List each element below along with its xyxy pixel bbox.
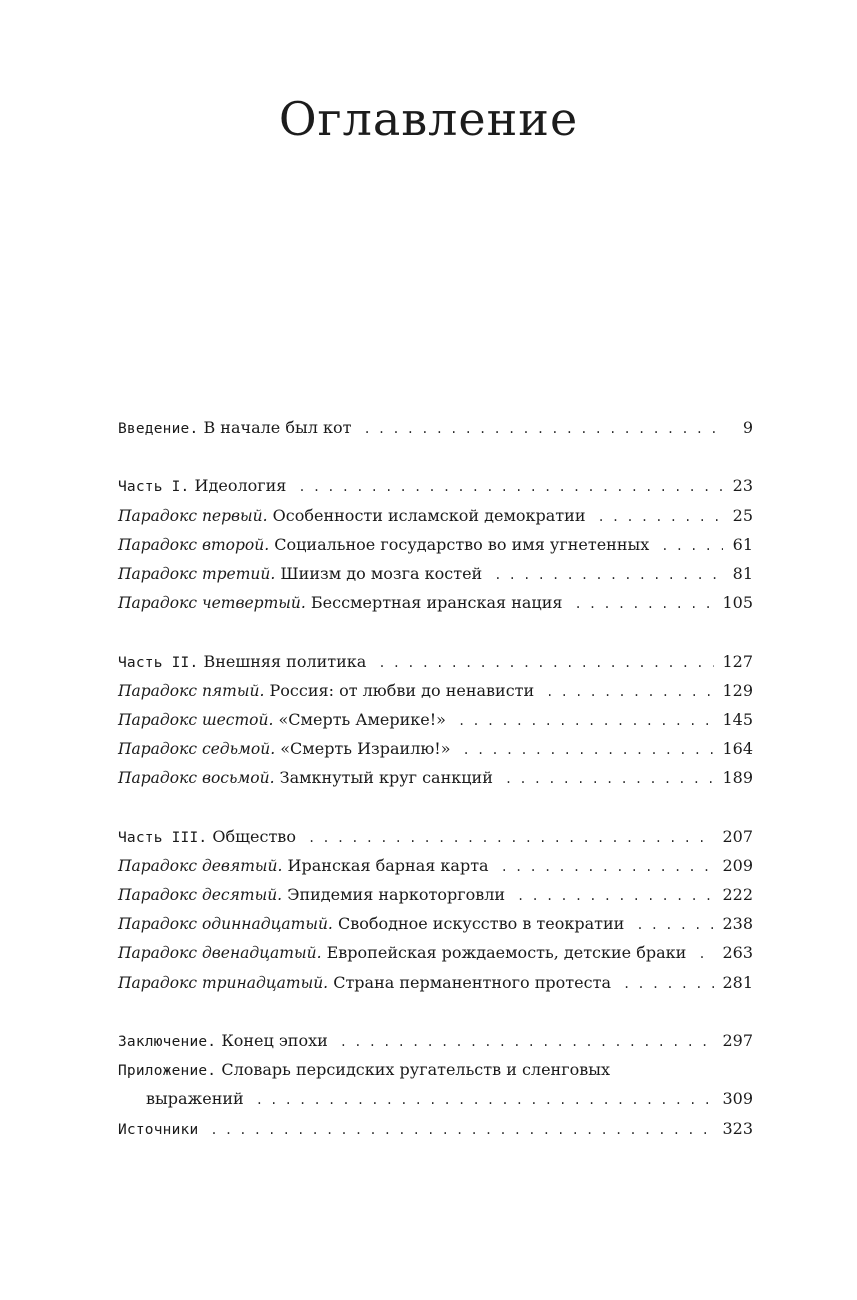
dot-leader xyxy=(494,561,723,590)
toc-entry-title: Замкнутый круг санкций xyxy=(274,768,493,788)
toc-entry-prefix: Введение. xyxy=(118,421,199,437)
toc-entry-prefix: Часть II. xyxy=(118,654,199,671)
toc-entry-paradox-6[interactable] xyxy=(118,705,753,734)
toc-entry-prefix: Источники xyxy=(118,1121,199,1138)
toc-entry-appendix-continuation[interactable] xyxy=(118,1084,753,1113)
toc-entry-label xyxy=(118,705,446,735)
toc-entry-title: В начале был кот xyxy=(198,418,352,437)
toc-entry-prefix: Парадокс шестой. xyxy=(118,710,274,729)
dot-leader xyxy=(698,940,714,969)
toc-entry-label xyxy=(118,968,611,998)
dot-leader xyxy=(340,1028,715,1057)
toc-entry-prefix: Парадокс третий. xyxy=(118,564,276,583)
toc-entry-title: Европейская рождаемость, детские браки xyxy=(321,943,687,963)
toc-entry-paradox-2[interactable] xyxy=(118,530,753,559)
toc-entry-title: Особенности исламской демократии xyxy=(267,505,586,525)
toc-page-number: 238 xyxy=(722,914,753,934)
toc-entry-prefix: Часть I. xyxy=(118,479,190,496)
toc-entry-paradox-3[interactable] xyxy=(118,559,753,588)
toc-entry-prefix: Парадокс одиннадцатый. xyxy=(118,915,333,934)
toc-page-number: 263 xyxy=(722,943,753,963)
dot-leader xyxy=(298,473,723,502)
dot-leader xyxy=(546,678,714,707)
toc-entry-title: Социальное государство во имя угнетенных xyxy=(269,534,650,554)
toc-entry-label xyxy=(118,1026,328,1057)
toc-entry-prefix: Приложение. xyxy=(118,1063,217,1080)
toc-entry-sources[interactable] xyxy=(118,1114,753,1143)
toc-entry-paradox-10[interactable] xyxy=(118,880,753,909)
dot-leader xyxy=(463,736,715,765)
toc-page-number: 222 xyxy=(722,885,753,904)
toc-page-number: 309 xyxy=(722,1089,753,1109)
toc-page-number: 129 xyxy=(722,680,753,700)
toc-entry-prefix: Парадокс десятый. xyxy=(118,886,283,904)
toc-entry-label xyxy=(118,413,351,444)
toc-entry-title: Внешняя политика xyxy=(198,651,367,671)
dot-leader xyxy=(308,824,715,853)
toc-entry-label xyxy=(118,880,505,910)
dot-leader xyxy=(256,1086,715,1115)
toc-entry-prefix: Заключение. xyxy=(118,1033,217,1050)
dot-leader xyxy=(597,503,723,532)
toc-entry-title: Шиизм до мозга костей xyxy=(275,563,483,583)
toc-entry-paradox-7[interactable] xyxy=(118,734,753,763)
toc-entry-prefix: Парадокс первый. xyxy=(118,506,268,525)
toc-entry-paradox-13[interactable] xyxy=(118,968,753,997)
toc-entry-label xyxy=(118,530,649,560)
toc-page-number: 9 xyxy=(742,418,753,437)
dot-leader xyxy=(378,649,714,678)
toc-entry-title: Идеология xyxy=(189,476,287,496)
toc-page-number: 23 xyxy=(732,476,753,496)
toc-page-number: 207 xyxy=(722,826,753,846)
toc-entry-label xyxy=(118,647,366,678)
toc-entry-paradox-12[interactable] xyxy=(118,938,753,967)
dot-leader xyxy=(458,707,714,736)
toc-entry-label xyxy=(118,734,451,764)
toc-entry-paradox-5[interactable] xyxy=(118,676,753,705)
toc-entry-label xyxy=(118,822,296,853)
toc-page-number: 81 xyxy=(732,563,753,583)
toc-entry-title: Свободное искусство в теократии xyxy=(332,914,625,934)
toc-entry-title: «Смерть Америке!» xyxy=(273,709,446,729)
table-of-contents xyxy=(118,413,753,1143)
toc-entry-title: «Смерть Израилю!» xyxy=(275,739,451,759)
toc-entry-prefix: Парадокс двенадцатый. xyxy=(118,944,322,963)
toc-entry-label xyxy=(146,1084,244,1113)
toc-entry-prefix: Парадокс девятый. xyxy=(118,856,283,875)
dot-leader xyxy=(623,970,714,999)
toc-entry-paradox-8[interactable] xyxy=(118,763,753,792)
toc-entry-appendix[interactable] xyxy=(118,1055,753,1084)
dot-leader xyxy=(661,532,723,561)
page-title: Оглавление xyxy=(278,92,579,146)
dot-leader xyxy=(210,1116,714,1145)
dot-leader xyxy=(574,590,714,619)
toc-page-number: 323 xyxy=(722,1118,753,1138)
toc-entry-title: выражений xyxy=(146,1089,244,1109)
toc-entry-label xyxy=(118,676,534,706)
toc-page-number: 297 xyxy=(722,1030,753,1050)
toc-page-number: 145 xyxy=(722,709,753,729)
toc-entry-title: Россия: от любви до ненависти xyxy=(264,680,535,700)
dot-leader xyxy=(501,853,715,882)
toc-page-number: 61 xyxy=(732,534,753,554)
toc-entry-label xyxy=(118,763,493,793)
dot-leader xyxy=(517,882,714,911)
toc-entry-label xyxy=(118,1114,198,1145)
toc-entry-title: Страна перманентного протеста xyxy=(328,972,611,992)
toc-entry-title: Конец эпохи xyxy=(216,1030,328,1050)
toc-page-number: 209 xyxy=(722,855,753,875)
toc-entry-paradox-9[interactable] xyxy=(118,851,753,880)
toc-page-number: 25 xyxy=(732,505,753,525)
toc-page-number: 164 xyxy=(722,739,753,759)
toc-entry-label xyxy=(118,1055,610,1086)
toc-page-number: 127 xyxy=(722,651,753,671)
toc-entry-title: Эпидемия наркоторговли xyxy=(282,885,506,904)
toc-entry-prefix: Парадокс тринадцатый. xyxy=(118,973,329,992)
toc-entry-prefix: Парадокс второй. xyxy=(118,535,270,554)
toc-entry-title: Словарь персидских ругательств и сленговых xyxy=(216,1060,610,1080)
toc-entry-part-3[interactable] xyxy=(118,822,753,851)
toc-entry-label xyxy=(118,559,482,589)
toc-entry-label xyxy=(118,471,286,502)
dot-leader xyxy=(505,765,715,794)
toc-entry-part-1[interactable] xyxy=(118,471,753,500)
toc-entry-prefix: Парадокс пятый. xyxy=(118,681,265,700)
toc-page-number: 105 xyxy=(722,593,753,613)
toc-entry-title: Иранская барная карта xyxy=(282,855,489,875)
toc-entry-paradox-1[interactable] xyxy=(118,501,753,530)
toc-entry-label xyxy=(118,851,489,881)
toc-page-number: 189 xyxy=(722,768,753,788)
toc-entry-label xyxy=(118,588,562,618)
toc-entry-title: Общество xyxy=(207,826,296,846)
toc-entry-label xyxy=(118,938,686,968)
toc-entry-prefix: Часть III. xyxy=(118,829,208,846)
toc-entry-paradox-4[interactable] xyxy=(118,588,753,617)
toc-entry-label xyxy=(118,909,624,939)
toc-entry-title: Бессмертная иранская нация xyxy=(305,593,563,613)
dot-leader xyxy=(636,911,714,940)
toc-entry-prefix: Парадокс четвертый. xyxy=(118,594,306,613)
toc-entry-paradox-11[interactable] xyxy=(118,909,753,938)
toc-page-number: 281 xyxy=(722,972,753,992)
toc-entry-part-2[interactable] xyxy=(118,647,753,676)
toc-entry-label xyxy=(118,501,585,531)
toc-entry-prefix: Парадокс восьмой. xyxy=(118,769,275,788)
toc-entry-conclusion[interactable] xyxy=(118,1026,753,1055)
dot-leader xyxy=(363,415,723,444)
toc-entry-introduction[interactable] xyxy=(118,413,753,442)
toc-entry-prefix: Парадокс седьмой. xyxy=(118,740,276,759)
